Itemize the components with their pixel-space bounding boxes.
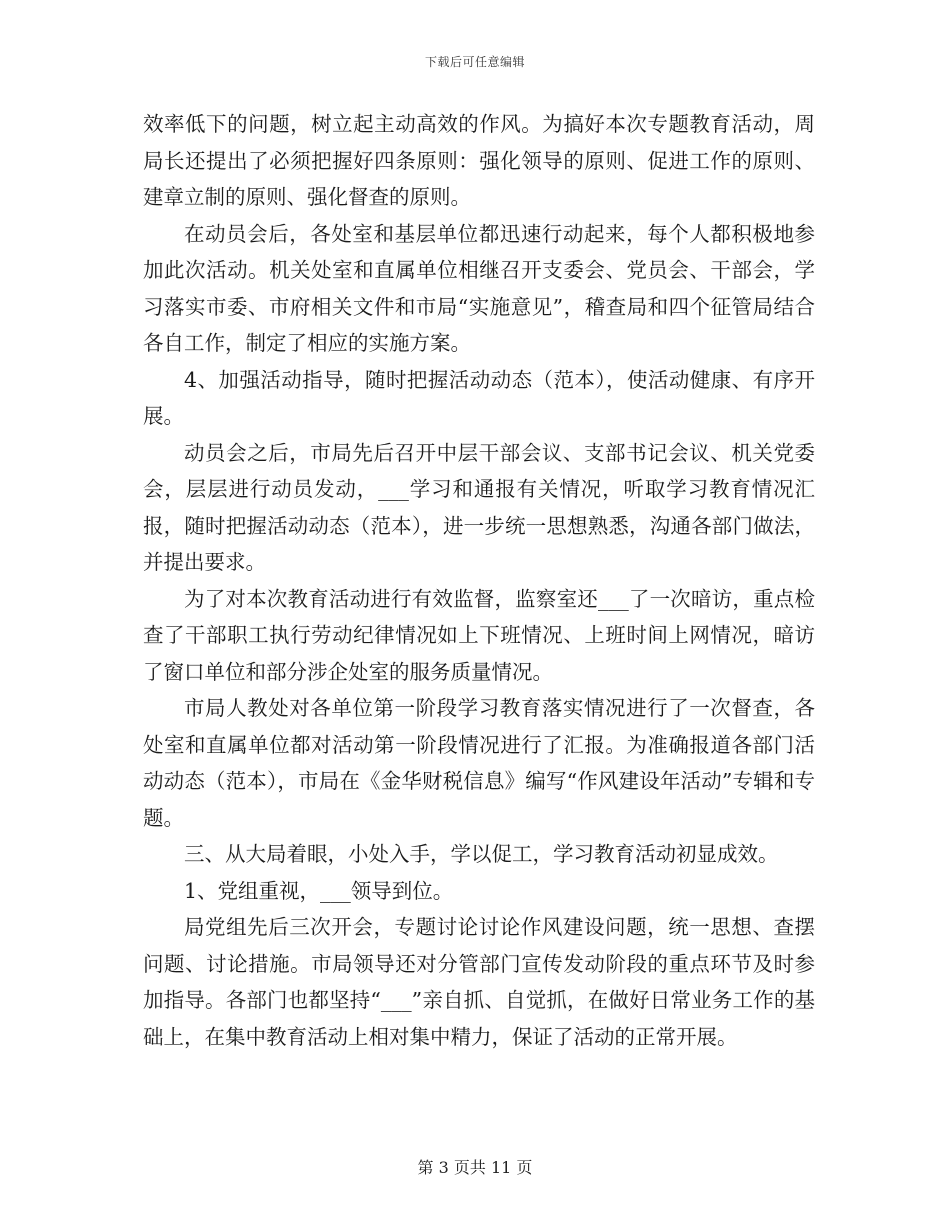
subsection-heading-1: 1、党组重视，___领导到位。: [184, 878, 454, 903]
paragraph-heading-4: 4、加强活动指导，随时把握活动动态（范本），使活动健康、有序开展。: [143, 367, 815, 428]
paragraph-continued: 效率低下的问题，树立起主动高效的作风。为搞好本次专题教育活动，周局长还提出了必须把握好四条原则：强化领导的原则、促进工作的原则、建章立制的原则、强化督查的原则。: [143, 112, 815, 209]
page-header: 下载后可任意编辑: [424, 55, 525, 69]
section-heading-3: 三、从大局着眼，小处入手，学以促工，学习教育活动初显成效。: [184, 842, 779, 866]
paragraph: 市局人教处对各单位第一阶段学习教育落实情况进行了一次督查，各处室和直属单位都对活动第一阶段情况进行了汇报。为准确报道各部门活动动态（范本），市局在《金华财税信息》编写“作风建设年活动”专辑和专题。: [143, 696, 815, 830]
paragraph: 动员会之后，市局先后召开中层干部会议、支部书记会议、机关党委会，层层进行动员发动，___学习和通报有关情况，听取学习教育情况汇报，随时把握活动动态（范本），进一步统一思想熟悉，沟通各部门做法，并提出要求。: [143, 440, 815, 574]
paragraph: 为了对本次教育活动进行有效监督，监察室还___了一次暗访，重点检查了干部职工执行劳动纪律情况如上下班情况、上班时间上网情况，暗访了窗口单位和部分涉企处室的服务质量情况。: [143, 586, 815, 684]
document-body: [143, 106, 815, 1055]
page-number: 第 3 页共 11 页: [417, 1158, 533, 1177]
paragraph: 局党组先后三次开会，专题讨论讨论作风建设问题，统一思想、查摆问题、讨论措施。市局领导还对分管部门宣传发动阶段的重点环节及时参加指导。各部门也都坚持“___”亲自抓、自觉抓，在做好日常业务工作的基础上，在集中教育活动上相对集中精力，保证了活动的正常开展。: [143, 915, 815, 1049]
paragraph: 在动员会后，各处室和基层单位都迅速行动起来，每个人都积极地参加此次活动。机关处室和直属单位相继召开支委会、党员会、干部会，学习落实市委、市府相关文件和市局“实施意见”，稽查局和四个征管局结合各自工作，制定了相应的实施方案。: [143, 221, 815, 355]
